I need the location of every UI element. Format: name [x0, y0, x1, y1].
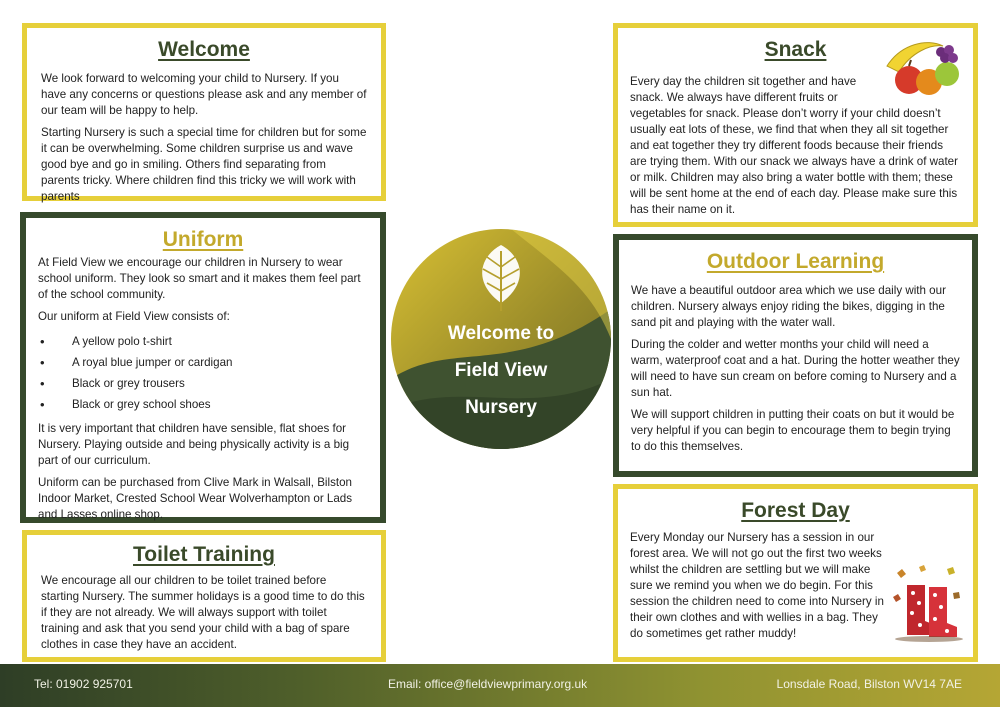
- snack-panel: [613, 23, 978, 227]
- snack-title: Snack: [764, 38, 827, 61]
- toilet-training-paragraph: We encourage all our children to be toilet trained before starting Nursery. The summer holidays is a good time to do this if they are not already. We will always support with toilet training and ask that you send your child with a bag of spare clothes in case they have an accident.: [41, 574, 365, 651]
- uniform-paragraph-1: At Field View we encourage our children in Nursery to wear school uniform. They look so smart and it makes them feel part of the school community.: [38, 256, 361, 301]
- footer-email[interactable]: Email: office@fieldviewprimary.org.uk: [388, 677, 588, 691]
- uniform-panel: [20, 212, 386, 523]
- uniform-paragraph-4: Uniform can be purchased from Clive Mark in Walsall, Bilston Indoor Market, Crested School Wear Wolverhampton or Lads and Lasses online shop.: [38, 476, 353, 521]
- center-title-line-3: Nursery: [465, 397, 537, 418]
- footer-telephone: Tel: 01902 925701: [34, 677, 133, 691]
- welcome-paragraph-1: We look forward to welcoming your child to Nursery. If you have any concerns or questions please ask and any member of our team will be happy to help.: [41, 72, 367, 117]
- center-emblem: [391, 229, 611, 449]
- toilet-training-panel: [22, 530, 386, 662]
- footer-address: Lonsdale Road, Bilston WV14 7AE: [776, 677, 962, 691]
- toilet-training-title: Toilet Training: [133, 543, 275, 566]
- outdoor-paragraph-2: During the colder and wetter months your child will need a warm, waterproof coat and a hat. During the hotter weather they will need to have sun cream on before coming to Nursery and a sun hat.: [631, 338, 960, 399]
- wellie-boots-icon: [889, 563, 965, 643]
- uniform-paragraph-3: It is very important that children have sensible, flat shoes for Nursery. Playing outside and being physically activity is a big part of our curriculum.: [38, 422, 350, 467]
- outdoor-paragraph-1: We have a beautiful outdoor area which we use daily with our children. Nursery always enjoy riding the bikes, digging in the sand pit and playing with the water wall.: [631, 284, 946, 329]
- footer-bar: [0, 664, 1000, 707]
- snack-paragraph: Every day the children sit together and have snack. We always have different fruits or vegetables for snack. Please don’t worry if your child doesn’t usually eat lots of these, we find that when they all sit together and eat together they try different foods because their friends are trying them. With our snack we always have a drink of water or milk. Children may also bring a water bottle with them; these will be sent home at the end of each day. Please make sure this has their name on it.: [630, 75, 958, 216]
- forest-day-title: Forest Day: [741, 499, 850, 522]
- leaf-icon: [471, 243, 531, 313]
- outdoor-learning-title: Outdoor Learning: [706, 250, 885, 273]
- outdoor-paragraph-3: We will support children in putting their coats on but it would be very helpful if you can begin to encourage them to begin trying to do this themselves.: [631, 408, 955, 453]
- forest-day-paragraph: Every Monday our Nursery has a session in our forest area. We will not go out the first two weeks whilst the children are settling but we will make sure we remind you when we do begin. For this session the children need to come into Nursery in their own clothes and with wellies in a bag. They do sometimes get rather muddy!: [630, 531, 884, 640]
- welcome-title: Welcome: [158, 38, 250, 61]
- uniform-paragraph-2: Our uniform at Field View consists of:: [38, 310, 230, 323]
- list-item: • A royal blue jumper or cardigan: [38, 352, 368, 373]
- welcome-panel: [22, 23, 386, 201]
- uniform-list: [38, 331, 368, 415]
- forest-day-panel: [613, 484, 978, 662]
- outdoor-learning-panel: [613, 234, 978, 477]
- fruit-bowl-icon: [881, 36, 967, 98]
- center-title-line-1: Welcome to: [447, 323, 555, 344]
- welcome-paragraph-2: Starting Nursery is such a special time for children but for some it can be overwhelming. Some children surprise us and wave good bye and go in smiling. Others find separating from parents tricky. Where children find this tricky we will work with parents: [41, 126, 367, 203]
- list-item: • Black or grey trousers: [38, 373, 368, 394]
- list-item: • A yellow polo t-shirt: [38, 331, 368, 352]
- list-item: • Black or grey school shoes: [38, 394, 368, 415]
- center-title-line-2: Field View: [454, 360, 548, 381]
- uniform-title: Uniform: [162, 228, 244, 251]
